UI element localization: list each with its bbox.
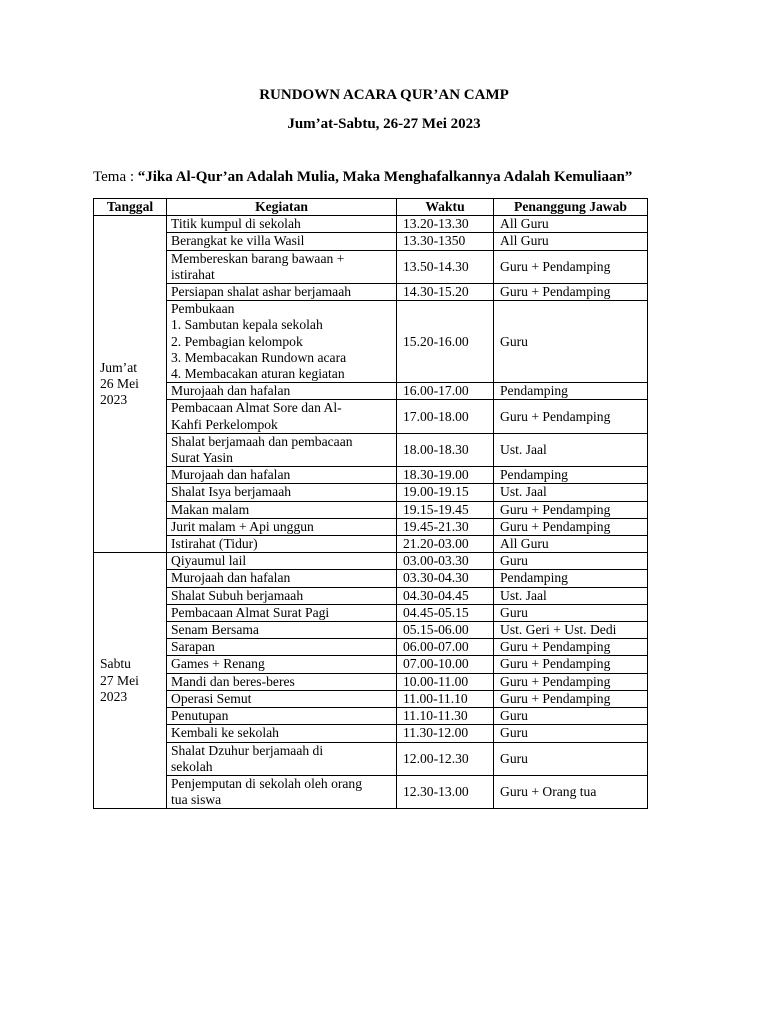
document-title: RUNDOWN ACARA QUR’AN CAMP (259, 87, 509, 103)
activity-cell: Berangkat ke villa Wasil (167, 233, 397, 250)
time-cell: 10.00-11.00 (397, 673, 494, 690)
person-in-charge-cell: Guru + Pendamping (494, 284, 648, 301)
table-row (94, 536, 648, 553)
time-cell: 19.45-21.30 (397, 518, 494, 535)
time-cell: 19.15-19.45 (397, 501, 494, 518)
time-cell: 21.20-03.00 (397, 536, 494, 553)
activity-cell: Penjemputan di sekolah oleh orang tua siswa (167, 775, 397, 808)
table-row (94, 639, 648, 656)
time-cell: 16.00-17.00 (397, 383, 494, 400)
activity-cell: Shalat Isya berjamaah (167, 484, 397, 501)
table-row (94, 570, 648, 587)
table-row (94, 433, 648, 466)
activity-cell: Pembukaan 1. Sambutan kepala sekolah 2. Pembagian kelompok 3. Membacakan Rundown acara 4. Membacakan aturan kegiatan (167, 301, 397, 383)
activity-cell: Games + Renang (167, 656, 397, 673)
time-cell: 17.00-18.00 (397, 400, 494, 433)
table-header-row (94, 199, 648, 216)
person-in-charge-cell: Guru (494, 708, 648, 725)
theme-line (93, 169, 632, 186)
person-in-charge-cell: Pendamping (494, 383, 648, 400)
table-row (94, 233, 648, 250)
time-cell: 18.00-18.30 (397, 433, 494, 466)
theme-text: “Jika Al-Qur’an Adalah Mulia, Maka Menghafalkannya Adalah Kemuliaan” (137, 169, 633, 185)
column-header-kegiatan: Kegiatan (167, 199, 397, 216)
table-row (94, 656, 648, 673)
day-cell: Sabtu 27 Mei 2023 (94, 553, 167, 809)
table-row (94, 673, 648, 690)
person-in-charge-cell: Guru (494, 742, 648, 775)
table-row (94, 284, 648, 301)
time-cell: 04.30-04.45 (397, 587, 494, 604)
activity-cell: Pembacaan Almat Surat Pagi (167, 604, 397, 621)
activity-cell: Jurit malam + Api unggun (167, 518, 397, 535)
activity-cell: Qiyaumul lail (167, 553, 397, 570)
activity-cell: Membereskan barang bawaan + istirahat (167, 250, 397, 283)
table-row (94, 467, 648, 484)
table-row (94, 216, 648, 233)
column-header-penanggung-jawab: Penanggung Jawab (494, 199, 648, 216)
table-row (94, 250, 648, 283)
time-cell: 05.15-06.00 (397, 622, 494, 639)
person-in-charge-cell: Guru + Pendamping (494, 673, 648, 690)
time-cell: 11.30-12.00 (397, 725, 494, 742)
person-in-charge-cell: All Guru (494, 233, 648, 250)
person-in-charge-cell: Guru (494, 725, 648, 742)
activity-cell: Murojaah dan hafalan (167, 467, 397, 484)
time-cell: 13.20-13.30 (397, 216, 494, 233)
person-in-charge-cell: Guru + Pendamping (494, 400, 648, 433)
person-in-charge-cell: Guru + Pendamping (494, 639, 648, 656)
time-cell: 18.30-19.00 (397, 467, 494, 484)
activity-cell: Pembacaan Almat Sore dan Al- Kahfi Perkelompok (167, 400, 397, 433)
person-in-charge-cell: Guru (494, 301, 648, 383)
table-row (94, 484, 648, 501)
table-row (94, 622, 648, 639)
activity-cell: Shalat berjamaah dan pembacaan Surat Yasin (167, 433, 397, 466)
activity-cell: Murojaah dan hafalan (167, 383, 397, 400)
time-cell: 12.00-12.30 (397, 742, 494, 775)
time-cell: 15.20-16.00 (397, 301, 494, 383)
time-cell: 13.30-1350 (397, 233, 494, 250)
person-in-charge-cell: Pendamping (494, 467, 648, 484)
activity-cell: Istirahat (Tidur) (167, 536, 397, 553)
person-in-charge-cell: All Guru (494, 216, 648, 233)
time-cell: 03.30-04.30 (397, 570, 494, 587)
table-row (94, 501, 648, 518)
time-cell: 11.00-11.10 (397, 690, 494, 707)
theme-label: Tema : (93, 169, 138, 185)
activity-cell: Penutupan (167, 708, 397, 725)
column-header-waktu: Waktu (397, 199, 494, 216)
activity-cell: Titik kumpul di sekolah (167, 216, 397, 233)
activity-cell: Persiapan shalat ashar berjamaah (167, 284, 397, 301)
person-in-charge-cell: Guru (494, 604, 648, 621)
table-row (94, 587, 648, 604)
person-in-charge-cell: All Guru (494, 536, 648, 553)
person-in-charge-cell: Ust. Jaal (494, 484, 648, 501)
table-row (94, 383, 648, 400)
activity-cell: Shalat Subuh berjamaah (167, 587, 397, 604)
rundown-table (93, 198, 648, 809)
table-row (94, 604, 648, 621)
activity-cell: Murojaah dan hafalan (167, 570, 397, 587)
time-cell: 19.00-19.15 (397, 484, 494, 501)
person-in-charge-cell: Guru + Pendamping (494, 656, 648, 673)
table-row (94, 553, 648, 570)
time-cell: 11.10-11.30 (397, 708, 494, 725)
person-in-charge-cell: Guru + Pendamping (494, 501, 648, 518)
activity-cell: Mandi dan beres-beres (167, 673, 397, 690)
person-in-charge-cell: Guru + Pendamping (494, 518, 648, 535)
person-in-charge-cell: Ust. Jaal (494, 433, 648, 466)
person-in-charge-cell: Ust. Geri + Ust. Dedi (494, 622, 648, 639)
time-cell: 07.00-10.00 (397, 656, 494, 673)
time-cell: 04.45-05.15 (397, 604, 494, 621)
column-header-tanggal: Tanggal (94, 199, 167, 216)
person-in-charge-cell: Pendamping (494, 570, 648, 587)
table-row (94, 708, 648, 725)
table-body (94, 216, 648, 809)
table-row (94, 301, 648, 383)
table-row (94, 725, 648, 742)
time-cell: 13.50-14.30 (397, 250, 494, 283)
person-in-charge-cell: Guru (494, 553, 648, 570)
table-row (94, 690, 648, 707)
person-in-charge-cell: Guru + Pendamping (494, 690, 648, 707)
time-cell: 14.30-15.20 (397, 284, 494, 301)
activity-cell: Operasi Semut (167, 690, 397, 707)
activity-cell: Makan malam (167, 501, 397, 518)
person-in-charge-cell: Guru + Orang tua (494, 775, 648, 808)
activity-cell: Sarapan (167, 639, 397, 656)
day-cell: Jum’at 26 Mei 2023 (94, 216, 167, 553)
person-in-charge-cell: Guru + Pendamping (494, 250, 648, 283)
activity-cell: Kembali ke sekolah (167, 725, 397, 742)
activity-cell: Senam Bersama (167, 622, 397, 639)
person-in-charge-cell: Ust. Jaal (494, 587, 648, 604)
table-row (94, 400, 648, 433)
time-cell: 03.00-03.30 (397, 553, 494, 570)
table-row (94, 775, 648, 808)
activity-cell: Shalat Dzuhur berjamaah di sekolah (167, 742, 397, 775)
time-cell: 06.00-07.00 (397, 639, 494, 656)
table-row (94, 518, 648, 535)
document-subtitle: Jum’at-Sabtu, 26-27 Mei 2023 (287, 116, 481, 132)
time-cell: 12.30-13.00 (397, 775, 494, 808)
table-row (94, 742, 648, 775)
